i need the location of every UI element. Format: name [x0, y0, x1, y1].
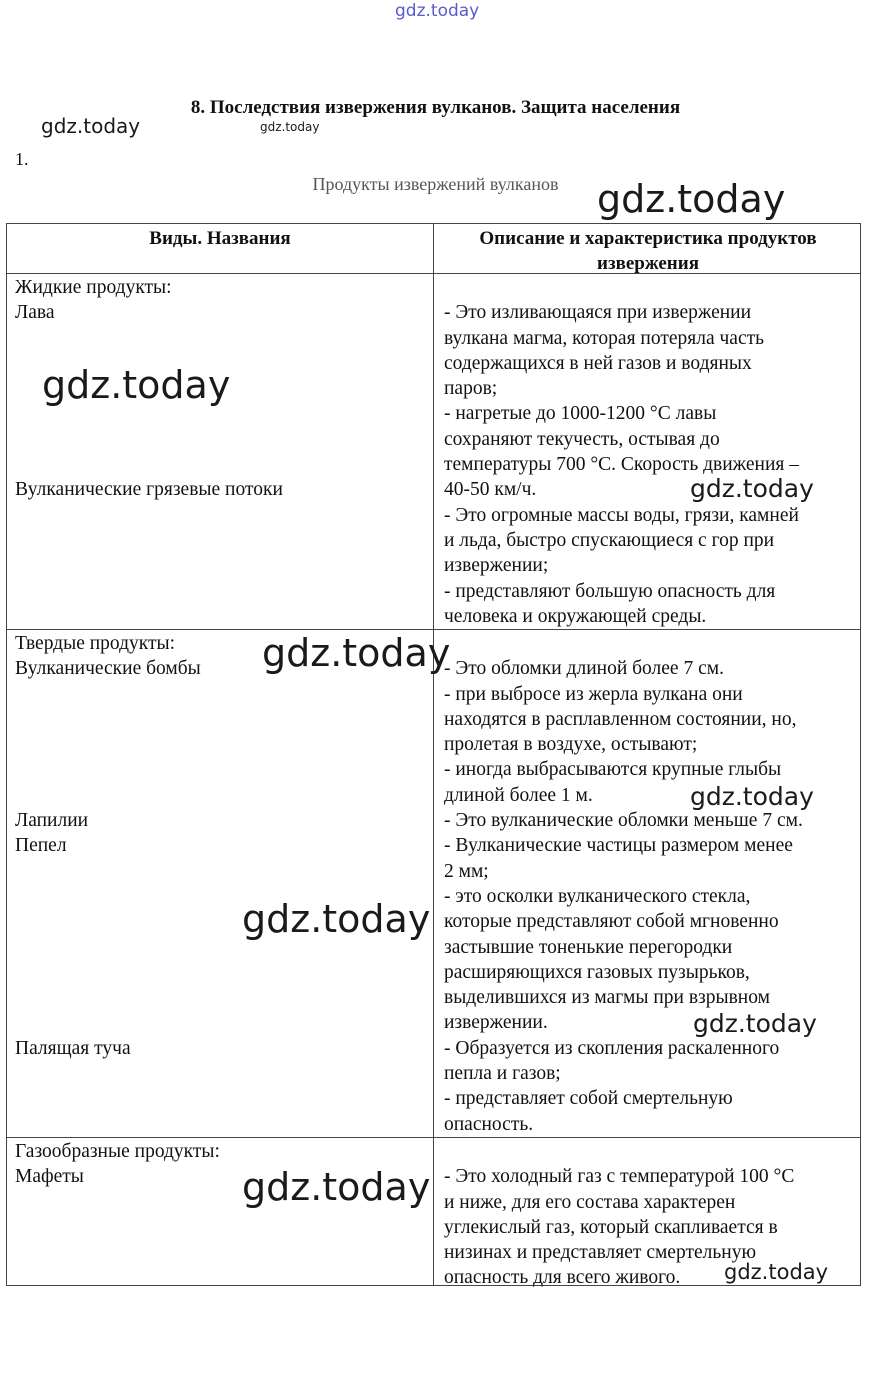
product-name-line [15, 732, 201, 757]
description-line: содержащихся в ней газов и водяных [444, 352, 752, 374]
description-line [444, 275, 799, 300]
description-line: - Это вулканические обломки меньше 7 см. [444, 810, 803, 832]
row-divider [7, 1137, 860, 1138]
description-line: - Это холодный газ с температурой 100 °С [444, 1166, 795, 1188]
product-name-line [15, 682, 201, 707]
product-name-line [15, 960, 201, 985]
watermark: gdz.today [41, 114, 141, 138]
watermark: gdz.today [242, 1165, 431, 1209]
description-line: расширяющихся газовых пузырьков, [444, 961, 750, 983]
description-line: - представляет собой смертельную [444, 1088, 733, 1110]
product-name-line [15, 909, 201, 934]
description-line: 40-50 км/ч. [444, 479, 537, 501]
product-name-line [15, 553, 283, 578]
product-name-line: Мафеты [15, 1166, 84, 1188]
description-line: и ниже, для его состава характерен [444, 1191, 736, 1213]
product-name-line [15, 783, 201, 808]
product-name-line: Палящая туча [15, 1037, 131, 1059]
watermark: gdz.today [690, 474, 814, 503]
description-line: 2 мм; [444, 860, 489, 882]
product-name-line: Лапилии [15, 810, 89, 832]
description-line [444, 631, 803, 656]
watermark: gdz.today [724, 1260, 829, 1284]
column-divider [433, 224, 434, 1285]
liquid-products-names [15, 275, 283, 604]
product-name-line: Вулканические бомбы [15, 658, 201, 680]
description-line: низинах и представляет смертельную [444, 1242, 757, 1264]
description-line: - Образуется из скопления раскаленного [444, 1037, 780, 1059]
product-name-line [15, 1010, 201, 1035]
header-line: извержения [597, 253, 699, 274]
header-cell-types: Виды. Названия [149, 228, 291, 249]
product-name-line: Пепел [15, 835, 67, 857]
description-line: - иногда выбрасываются крупные глыбы [444, 759, 782, 781]
description-line: - Это огромные массы воды, грязи, камней [444, 504, 799, 526]
description-line: опасность. [444, 1113, 534, 1135]
description-line: опасность для всего живого. [444, 1267, 681, 1289]
description-line: углекислый газ, который скапливается в [444, 1216, 778, 1238]
description-line: - это осколки вулканического стекла, [444, 885, 751, 907]
product-name-line [15, 452, 283, 477]
description-line: - представляют большую опасность для [444, 580, 776, 602]
watermark: gdz.today [597, 177, 786, 221]
description-line: вулкана магма, которая потеряла часть [444, 327, 765, 349]
description-line: паров; [444, 378, 498, 400]
header-cell-description [434, 224, 862, 276]
description-line: извержении. [444, 1012, 548, 1034]
header-line: Описание и характеристика продуктов [479, 228, 817, 249]
watermark-top[interactable]: gdz.today [395, 1, 480, 21]
description-line: которые представляют собой мгновенно [444, 911, 779, 933]
description-line: находятся в расплавленном состоянии, но, [444, 708, 797, 730]
watermark: gdz.today [262, 631, 451, 675]
description-line: - Это изливающаяся при извержении [444, 302, 752, 324]
gaseous-products-names [15, 1139, 220, 1190]
description-line: - нагретые до 1000-1200 °С лавы [444, 403, 717, 425]
description-line: застывшие тоненькие перегородки [444, 936, 733, 958]
product-name-line: Лава [15, 302, 55, 324]
product-name-line [15, 884, 201, 909]
product-name-line [15, 579, 283, 604]
watermark: gdz.today [42, 363, 231, 407]
description-line: и льда, быстро спускающиеся с гор при [444, 529, 775, 551]
description-line: пепла и газов; [444, 1063, 561, 1085]
description-line: пролетая в воздухе, остывают; [444, 734, 698, 756]
description-line: температуры 700 °С. Скорость движения – [444, 454, 799, 476]
watermark: gdz.today [693, 1009, 817, 1038]
product-name-line: Газообразные продукты: [15, 1141, 220, 1162]
description-line: выделившихся из магмы при взрывном [444, 987, 770, 1009]
liquid-products-descriptions [444, 275, 799, 629]
description-line: человека и окружающей среды. [444, 605, 707, 627]
task-number: 1. [15, 149, 29, 169]
product-name-line [15, 528, 283, 553]
product-name-line: Твердые продукты: [15, 633, 176, 654]
description-line: - Вулканические частицы размером менее [444, 835, 793, 857]
watermark: gdz.today [260, 120, 320, 134]
solid-products-descriptions [444, 631, 803, 1137]
description-line [444, 1139, 794, 1164]
product-name-line [15, 859, 201, 884]
product-name-line: Жидкие продукты: [15, 277, 172, 298]
description-line: - Это обломки длиной более 7 см. [444, 658, 724, 680]
watermark: gdz.today [242, 897, 431, 941]
product-name-line [15, 427, 283, 452]
product-name-line [15, 757, 201, 782]
product-name-line [15, 985, 201, 1010]
watermark: gdz.today [690, 782, 814, 811]
page-title: 8. Последствия извержения вулканов. Защита населения [190, 97, 681, 118]
description-line: извержении; [444, 555, 549, 577]
product-name-line: Вулканические грязевые потоки [15, 479, 283, 501]
solid-products-names [15, 631, 201, 1061]
description-line: сохраняют текучесть, остывая до [444, 428, 720, 450]
product-name-line [15, 326, 283, 351]
product-name-line [15, 707, 201, 732]
description-line: длиной более 1 м. [444, 784, 593, 806]
product-name-line [15, 503, 283, 528]
description-line: - при выбросе из жерла вулкана они [444, 683, 743, 705]
product-name-line [15, 935, 201, 960]
table-caption: Продукты извержений вулканов [312, 174, 559, 194]
